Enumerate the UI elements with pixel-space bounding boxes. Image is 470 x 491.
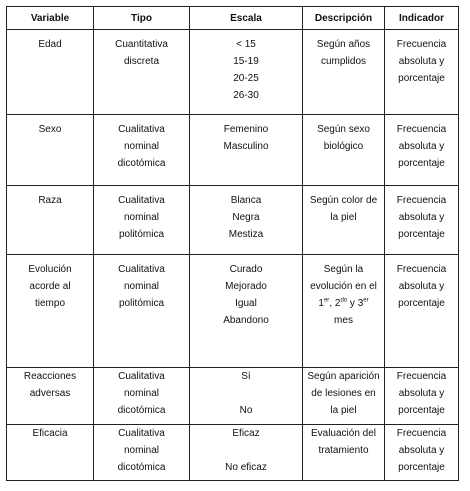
header-variable: Variable bbox=[7, 7, 94, 30]
cell-line: Según aparición bbox=[307, 371, 380, 382]
cell-line: 15-19 bbox=[233, 56, 259, 67]
cell-line: Reacciones bbox=[23, 371, 77, 382]
cell-line: absoluta y bbox=[398, 388, 445, 399]
cell-line: Mestiza bbox=[228, 229, 264, 240]
header-escala: Escala bbox=[190, 7, 303, 30]
cell-line: Frecuencia bbox=[396, 195, 447, 206]
cell-line: < 15 bbox=[236, 39, 256, 50]
cell-line: Eficacia bbox=[32, 428, 68, 439]
cell-line: acorde al bbox=[29, 281, 71, 292]
cell-line: nominal bbox=[123, 141, 160, 152]
cell-tipo bbox=[94, 115, 190, 186]
cell-tipo bbox=[94, 368, 190, 425]
header-tipo: Tipo bbox=[94, 7, 190, 30]
cell-line: Frecuencia bbox=[396, 124, 447, 135]
cell-line: Según sexo bbox=[317, 124, 370, 135]
cell-escala bbox=[190, 368, 303, 425]
cell-line: Evolución bbox=[28, 264, 72, 275]
table-row-reacciones bbox=[7, 368, 459, 425]
cell-line: Cualitativa bbox=[118, 195, 165, 206]
cell-line: porcentaje bbox=[398, 229, 445, 240]
cell-line: Según la bbox=[323, 264, 364, 275]
cell-line: nominal bbox=[123, 388, 160, 399]
cell-line: Masculino bbox=[223, 141, 269, 152]
cell-line: 20-25 bbox=[233, 73, 259, 84]
cell-line: dicotómica bbox=[117, 462, 166, 473]
cell-escala bbox=[190, 115, 303, 186]
cell-line: Blanca bbox=[230, 195, 262, 206]
cell-escala bbox=[190, 30, 303, 115]
cell-line: No bbox=[239, 405, 253, 416]
cell-tipo bbox=[94, 255, 190, 368]
cell-line: No eficaz bbox=[225, 462, 267, 473]
cell-line: Frecuencia bbox=[396, 428, 447, 439]
cell-line: Según color de bbox=[309, 195, 378, 206]
cell-line: 26-30 bbox=[233, 90, 259, 101]
cell-line: Sexo bbox=[38, 124, 62, 135]
cell-line: porcentaje bbox=[398, 73, 445, 84]
cell-descripcion bbox=[303, 255, 385, 368]
cell-indicador bbox=[385, 115, 459, 186]
cell-line: Sí bbox=[241, 371, 251, 382]
table-row-edad bbox=[7, 30, 459, 115]
cell-indicador bbox=[385, 255, 459, 368]
cell-line: adversas bbox=[29, 388, 71, 399]
ordinal-third-suffix: er bbox=[363, 297, 369, 304]
cell-tipo bbox=[94, 425, 190, 481]
cell-line: Mejorado bbox=[225, 281, 267, 292]
cell-line: absoluta y bbox=[398, 212, 445, 223]
cell-line: nominal bbox=[123, 212, 160, 223]
cell-line: Raza bbox=[38, 195, 62, 206]
cell-line: Igual bbox=[235, 298, 257, 309]
cell-variable bbox=[7, 255, 94, 368]
cell-line: absoluta y bbox=[398, 141, 445, 152]
variables-table-container bbox=[6, 6, 459, 481]
cell-variable bbox=[7, 186, 94, 255]
header-indicador: Indicador bbox=[385, 7, 459, 30]
cell-line: Cuantitativa bbox=[115, 39, 168, 50]
table-row-sexo bbox=[7, 115, 459, 186]
cell-line: Evaluación del bbox=[310, 428, 377, 439]
cell-spacer bbox=[192, 442, 300, 459]
cell-descripcion bbox=[303, 115, 385, 186]
cell-variable bbox=[7, 425, 94, 481]
cell-line: mes bbox=[334, 315, 353, 326]
cell-line: cumplidos bbox=[320, 56, 367, 67]
cell-indicador bbox=[385, 30, 459, 115]
table-header-row bbox=[7, 7, 459, 30]
cell-line: Eficaz bbox=[232, 428, 260, 439]
cell-line: la piel bbox=[330, 405, 357, 416]
ordinal-second: 2 bbox=[334, 298, 341, 309]
cell-line: Edad bbox=[38, 39, 62, 50]
cell-line: politómica bbox=[118, 298, 165, 309]
ordinal-third: 3 bbox=[357, 298, 364, 309]
variables-table bbox=[6, 6, 459, 481]
cell-line: de lesiones en bbox=[311, 388, 376, 399]
cell-line: absoluta y bbox=[398, 445, 445, 456]
cell-escala bbox=[190, 255, 303, 368]
table-row-raza bbox=[7, 186, 459, 255]
cell-line: Cualitativa bbox=[118, 428, 165, 439]
cell-tipo bbox=[94, 30, 190, 115]
table-row-eficacia bbox=[7, 425, 459, 481]
cell-line: Cualitativa bbox=[118, 371, 165, 382]
ordinal-separator: , bbox=[329, 298, 335, 309]
cell-variable bbox=[7, 115, 94, 186]
cell-line: la piel bbox=[330, 212, 357, 223]
cell-escala bbox=[190, 425, 303, 481]
cell-variable bbox=[7, 30, 94, 115]
cell-line: evolución en el bbox=[310, 281, 377, 292]
cell-line: Abandono bbox=[223, 315, 269, 326]
cell-line: absoluta y bbox=[398, 281, 445, 292]
ordinal-second-suffix: do bbox=[340, 297, 348, 304]
cell-indicador bbox=[385, 425, 459, 481]
table-row-evolucion bbox=[7, 255, 459, 368]
cell-line: tiempo bbox=[34, 298, 65, 309]
cell-line: absoluta y bbox=[398, 56, 445, 67]
cell-line: Femenino bbox=[223, 124, 269, 135]
cell-line: discreta bbox=[123, 56, 159, 67]
cell-line: dicotómica bbox=[117, 158, 166, 169]
cell-line: Según años bbox=[316, 39, 371, 50]
cell-escala bbox=[190, 186, 303, 255]
cell-descripcion bbox=[303, 425, 385, 481]
cell-line: porcentaje bbox=[398, 298, 445, 309]
cell-descripcion bbox=[303, 30, 385, 115]
cell-descripcion bbox=[303, 186, 385, 255]
cell-line: porcentaje bbox=[398, 405, 445, 416]
cell-variable bbox=[7, 368, 94, 425]
ordinal-first-suffix: er bbox=[323, 297, 330, 304]
cell-line: nominal bbox=[123, 445, 160, 456]
cell-tipo bbox=[94, 186, 190, 255]
cell-line: Negra bbox=[232, 212, 260, 223]
ordinal-separator: y bbox=[347, 298, 358, 309]
cell-line: nominal bbox=[123, 281, 160, 292]
cell-line: politómica bbox=[118, 229, 165, 240]
ordinal-line bbox=[305, 295, 382, 312]
cell-indicador bbox=[385, 368, 459, 425]
cell-spacer bbox=[192, 385, 300, 402]
cell-line: Cualitativa bbox=[118, 264, 165, 275]
cell-line: tratamiento bbox=[318, 445, 369, 456]
cell-line: Frecuencia bbox=[396, 264, 447, 275]
cell-line: porcentaje bbox=[398, 158, 445, 169]
cell-line: Frecuencia bbox=[396, 39, 447, 50]
cell-indicador bbox=[385, 186, 459, 255]
ordinal-first: 1 bbox=[318, 298, 324, 309]
header-descripcion: Descripción bbox=[303, 7, 385, 30]
cell-line: biológico bbox=[323, 141, 364, 152]
cell-line: Cualitativa bbox=[118, 124, 165, 135]
cell-line: dicotómica bbox=[117, 405, 166, 416]
cell-line: Frecuencia bbox=[396, 371, 447, 382]
cell-line: porcentaje bbox=[398, 462, 445, 473]
cell-descripcion bbox=[303, 368, 385, 425]
cell-line: Curado bbox=[229, 264, 263, 275]
